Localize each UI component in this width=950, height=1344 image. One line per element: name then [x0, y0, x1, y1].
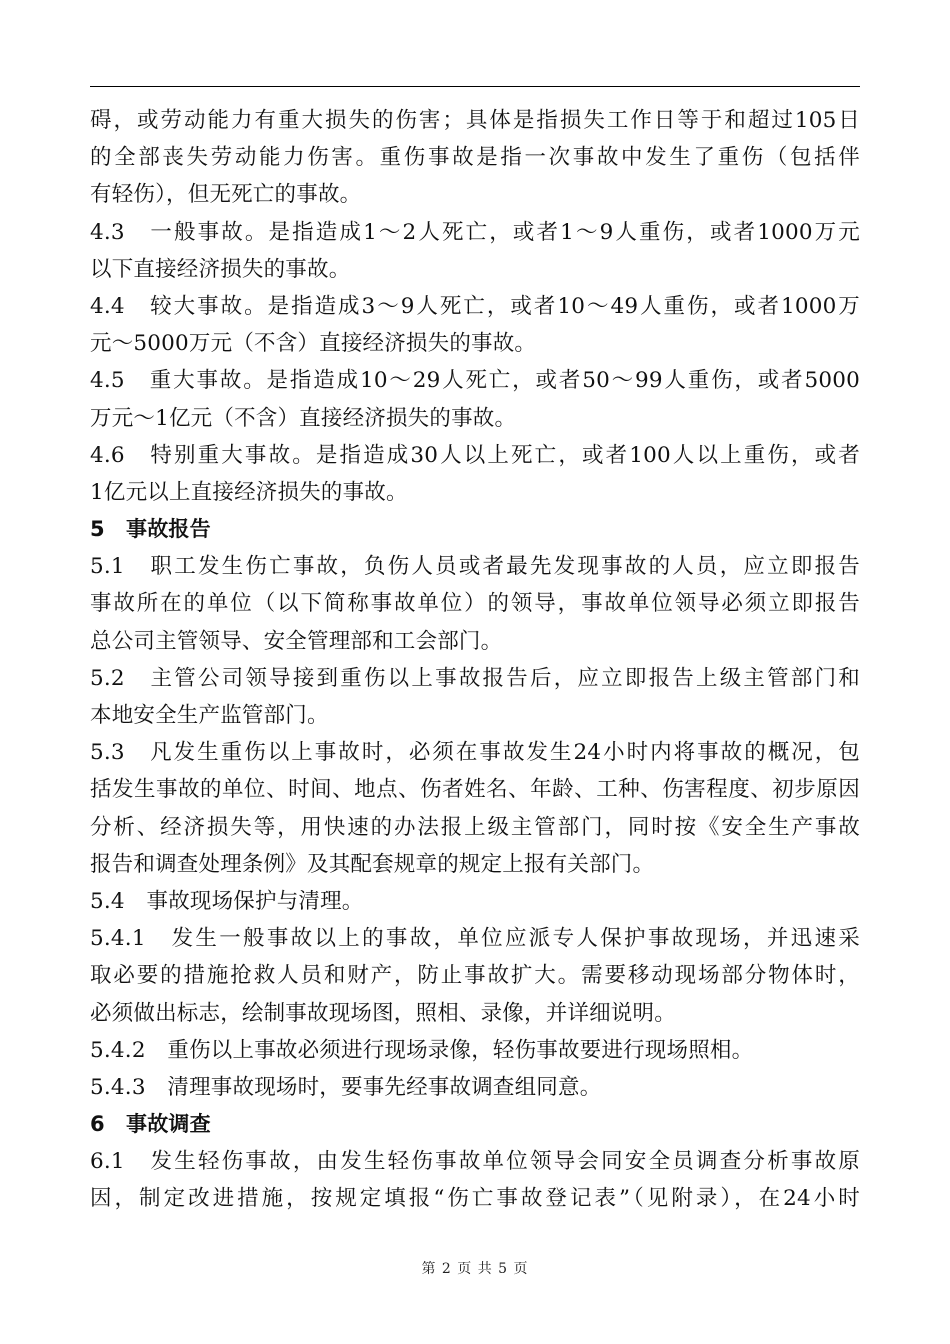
text-line: 的全部丧失劳动能力伤害。重伤事故是指一次事故中发生了重伤（包括伴 [90, 145, 860, 171]
text-line: 总公司主管领导、安全管理部和工会部门。 [90, 628, 503, 654]
text-line: 6.1 发生轻伤事故，由发生轻伤事故单位领导会同安全员调查分析事故原 [90, 1149, 860, 1175]
text-line: 5.3 凡发生重伤以上事故时，必须在事故发生24小时内将事故的概况，包 [90, 740, 860, 766]
text-line: 4.6 特别重大事故。是指造成30人以上死亡，或者100人以上重伤，或者 [90, 442, 860, 468]
header-rule [90, 86, 860, 87]
text-line: 5.4 事故现场保护与清理。 [90, 888, 364, 914]
text-line: 必须做出标志，绘制事故现场图，照相、录像，并详细说明。 [90, 1000, 676, 1026]
text-line: 万元～1亿元（不含）直接经济损失的事故。 [90, 405, 517, 431]
text-line: 4.4 较大事故。是指造成3～9人死亡，或者10～49人重伤，或者1000万 [90, 293, 860, 319]
text-line: 取必要的措施抢救人员和财产，防止事故扩大。需要移动现场部分物体时， [90, 963, 860, 989]
section-heading: 5 事故报告 [90, 517, 211, 542]
text-line: 5.2 主管公司领导接到重伤以上事故报告后，应立即报告上级主管部门和 [90, 665, 860, 691]
text-line: 5.1 职工发生伤亡事故，负伤人员或者最先发现事故的人员，应立即报告 [90, 554, 860, 580]
text-line: 本地安全生产监管部门。 [90, 703, 329, 728]
text-line: 碍，或劳动能力有重大损失的伤害；具体是指损失工作日等于和超过105日 [90, 108, 860, 133]
text-line: 4.3 一般事故。是指造成1～2人死亡，或者1～9人重伤，或者1000万元 [90, 219, 860, 245]
text-line: 分析、经济损失等，用快速的办法报上级主管部门，同时按《安全生产事故 [90, 814, 860, 840]
text-line: 4.5 重大事故。是指造成10～29人死亡，或者50～99人重伤，或者5000 [90, 368, 860, 394]
text-line: 因，制定改进措施，按规定填报“伤亡事故登记表”（见附录），在24小时 [90, 1186, 860, 1212]
text-line: 报告和调查处理条例》及其配套规章的规定上报有关部门。 [90, 851, 655, 877]
text-line: 1亿元以上直接经济损失的事故。 [90, 479, 408, 505]
text-line: 有轻伤），但无死亡的事故。 [90, 182, 362, 208]
text-line: 5.4.1 发生一般事故以上的事故，单位应派专人保护事故现场，并迅速采 [90, 926, 860, 952]
document-body [90, 102, 860, 1218]
section-heading: 6 事故调查 [90, 1112, 211, 1137]
text-line: 括发生事故的单位、时间、地点、伤者姓名、年龄、工种、伤害程度、初步原因 [90, 777, 860, 803]
text-line: 以下直接经济损失的事故。 [90, 256, 351, 282]
text-line: 元～5000万元（不含）直接经济损失的事故。 [90, 331, 537, 357]
text-line: 5.4.2 重伤以上事故必须进行现场录像，轻伤事故要进行现场照相。 [90, 1037, 754, 1063]
page-footer: 第 2 页 共 5 页 [421, 1261, 529, 1277]
text-line: 事故所在的单位（以下简称事故单位）的领导，事故单位领导必须立即报告 [90, 591, 860, 617]
text-line: 5.4.3 清理事故现场时，要事先经事故调查组同意。 [90, 1074, 602, 1100]
